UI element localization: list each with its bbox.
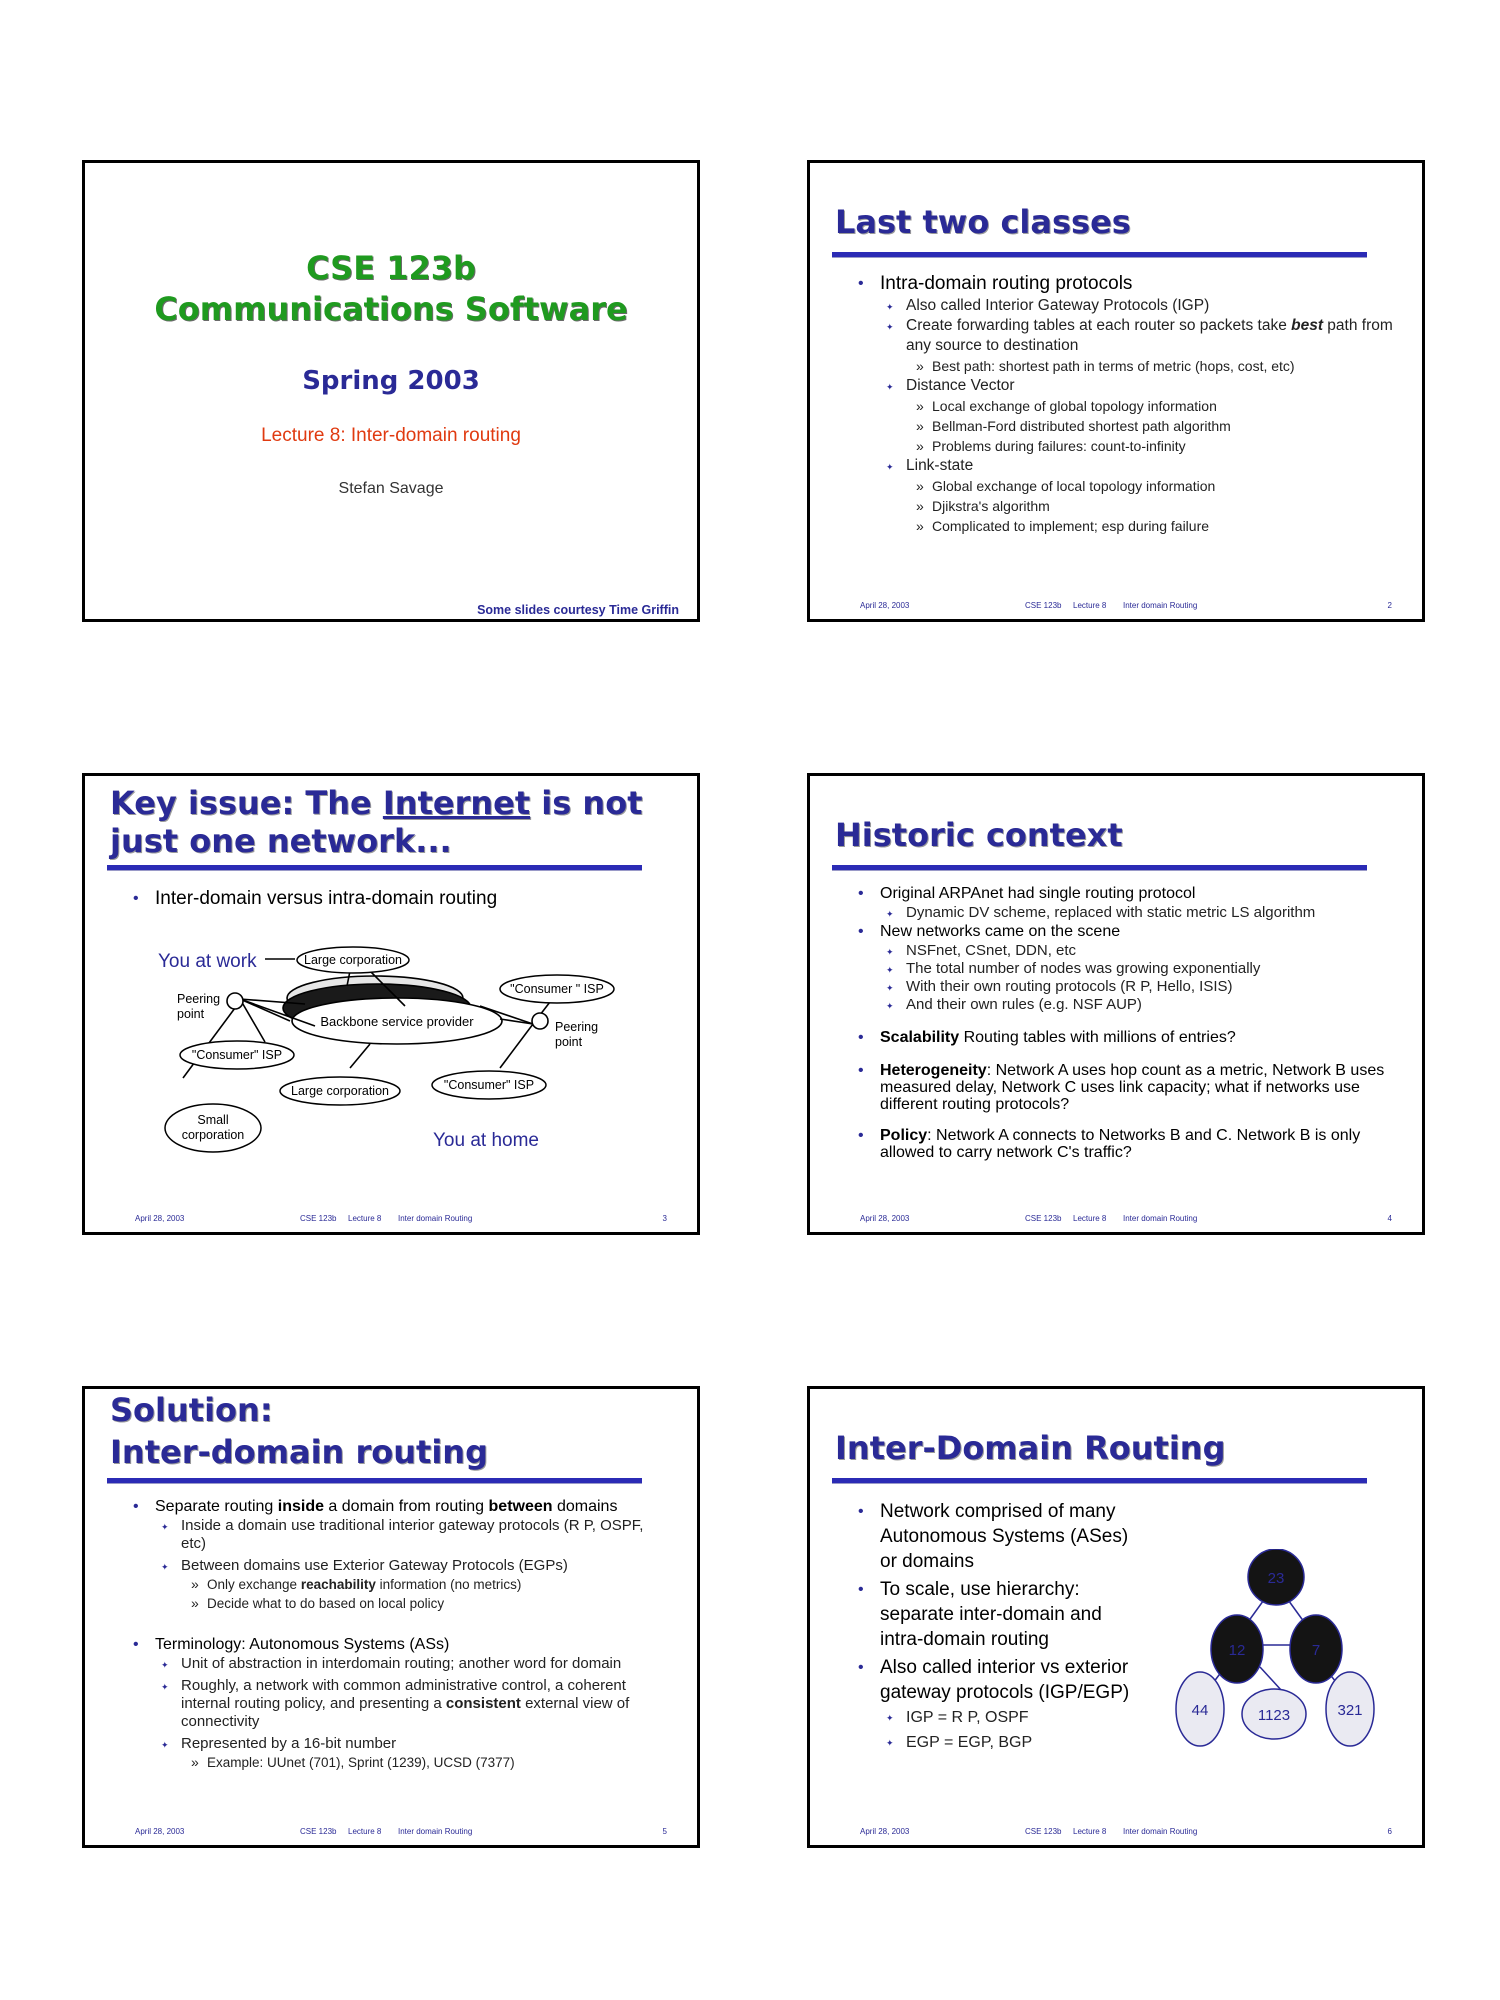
as-node-321: 321 [1337,1702,1363,1719]
title-rule [832,252,1367,258]
slide-title: Key issue: The Internet is not just one network... [110,784,643,860]
title-rule [107,865,642,871]
sub-sub-bullet: » Complicated to implement; esp during failure [858,516,1403,536]
sub-bullet: ✦ With their own routing protocols (R P, Hello, ISIS) [858,978,1388,996]
sub-bullet: ✦ Between domains use Exterior Gateway Protocols (EGPs) [133,1557,663,1575]
sub-bullet: ✦ Roughly, a network with common administrative control, a coherent internal routing policy, and presenting a consistent external view of connectivity [133,1677,663,1731]
bullet: • Original ARPAnet had single routing protocol [858,884,1388,904]
sub-sub-bullet: » Global exchange of local topology information [858,476,1403,496]
bullet: • Network comprised of many Autonomous Systems (ASes) or domains [858,1499,1148,1574]
sub-bullet: ✦ Distance Vector [858,376,1403,396]
sub-bullet: ✦ And their own rules (e.g. NSF AUP) [858,996,1388,1014]
sub-bullet: ✦ Link-state [858,456,1403,476]
bullet: • Terminology: Autonomous Systems (ASs) [133,1635,663,1655]
bullet: • Inter-domain versus intra-domain routing [133,886,678,911]
sub-bullet: ✦ Represented by a 16-bit number [133,1735,663,1753]
slide-content [133,1497,663,1772]
label-small-corp: Small [197,1113,229,1127]
as-node-23: 23 [1267,1570,1285,1587]
as-hierarchy-diagram [1170,1549,1390,1759]
slide-content [133,886,678,911]
label-peering: Peering [177,992,221,1006]
sub-sub-bullet: » Djikstra's algorithm [858,496,1403,516]
label-peering: point [555,1035,583,1049]
course-subtitle: Communications Software [154,290,628,328]
label-you-at-home: You at home [433,1130,539,1151]
author: Stefan Savage [338,480,444,497]
label-large-corp: Large corporation [291,1084,389,1098]
slide-4: Historic context • Original ARPAnet had single routing protocol ✦ Dynamic DV scheme, replaced with static metric LS algorithm • New networks came on the scene ✦ NSFnet, CSnet, DDN, etc ✦ The total number of nodes was growing exponentially ✦ With their own routing protocols (R P, Hello, ISIS) ✦ And their own rules (e.g. NSF AUP) • Scalability Routing tables with millions of entries? • Heterogeneity: Network A uses hop count as a metric, Network B uses measured delay, Network C uses link capacity; what if networks use different routing protocols? • Policy: Network A connects to Networks B and C. Network B is only allowed to carry network C's traffic? April 28, 2003 CSE 123b Lecture 8 Inter domain Routing 4 [807,773,1425,1235]
slide-5: Solution: Inter-domain routing • Separate routing inside a domain from routing between domains ✦ Inside a domain use traditional interior gateway protocols (R P, OSPF, etc) ✦ Between domains use Exterior Gateway Protocols (EGPs) » Only exchange reachability information (no metrics) » Decide what to do based on local policy • Terminology: Autonomous Systems (ASs) ✦ Unit of abstraction in interdomain routing; another word for domain ✦ Roughly, a network with common administrative control, a coherent internal routing policy, and presenting a consistent external view of connectivity ✦ Represented by a 16-bit number » Example: UUnet (701), Sprint (1239), UCSD (7377) April 28, 2003 CSE 123b Lecture 8 Inter domain Routing 5 [82,1386,700,1848]
as-node-44: 44 [1191,1702,1209,1719]
sub-bullet: ✦ EGP = EGP, BGP [858,1730,1148,1755]
bullet: • Heterogeneity: Network A uses hop count as a metric, Network B uses measured delay, Network C uses link capacity; what if networks use different routing protocols? [858,1062,1388,1113]
sub-sub-bullet: » Decide what to do based on local policy [133,1594,663,1613]
slide-title: Solution: Inter-domain routing [110,1391,488,1471]
bullet: • Also called interior vs exterior gateway protocols (IGP/EGP) [858,1655,1148,1705]
sub-sub-bullet: » Local exchange of global topology information [858,396,1403,416]
sub-sub-bullet: » Problems during failures: count-to-infinity [858,436,1403,456]
slide-6: Inter-Domain Routing • Network comprised of many Autonomous Systems (ASes) or domains • To scale, use hierarchy: separate inter-domain and intra-domain routing • Also called interior vs exterior gateway protocols (IGP/EGP) ✦ IGP = R P, OSPF ✦ EGP = EGP, BGP 23 12 7 44 1123 321 April 28, 2003 CSE 123b Lecture 8 Inter domain Routing 6 [807,1386,1425,1848]
label-consumer-isp: "Consumer" ISP [191,1048,283,1062]
as-node-1123: 1123 [1257,1707,1291,1724]
label-backbone: Backbone service provider [320,1014,474,1029]
bullet: • Separate routing inside a domain from routing between domains [133,1497,663,1517]
sub-bullet: ✦ Dynamic DV scheme, replaced with static metric LS algorithm [858,904,1388,922]
label-small-corp: corporation [181,1128,245,1142]
bullet: • Scalability Routing tables with millions of entries? [858,1028,1388,1048]
credit: Some slides courtesy Time Griffin [477,603,679,617]
bullet: • To scale, use hierarchy: separate inter-domain and intra-domain routing [858,1577,1148,1652]
as-node-7: 7 [1311,1642,1321,1659]
label-peering: Peering [555,1020,599,1034]
term: Spring 2003 [302,366,480,396]
as-node-12: 12 [1228,1642,1246,1659]
sub-bullet: ✦ Create forwarding tables at each router so packets take best path from any source to destination [858,316,1403,356]
label-large-corp: Large corporation [304,953,402,967]
label-consumer-isp: "Consumer " ISP [510,982,604,996]
title-rule [107,1478,642,1484]
label-peering: point [177,1007,205,1021]
title-rule [832,865,1367,871]
lecture-title: Lecture 8: Inter-domain routing [261,425,521,446]
sub-bullet: ✦ Also called Interior Gateway Protocols (IGP) [858,296,1403,316]
label-consumer-isp: "Consumer" ISP [443,1078,535,1092]
title-rule [832,1478,1367,1484]
slide-title: Last two classes [835,203,1131,241]
slide-content [858,271,1403,536]
slide-content [858,1499,1148,1755]
sub-sub-bullet: » Example: UUnet (701), Sprint (1239), UCSD (7377) [133,1753,663,1772]
sub-bullet: ✦ Unit of abstraction in interdomain routing; another word for domain [133,1655,663,1673]
bullet: • Policy: Network A connects to Networks B and C. Network B is only allowed to carry network C's traffic? [858,1127,1388,1161]
bullet: • New networks came on the scene [858,922,1388,942]
sub-bullet: ✦ NSFnet, CSnet, DDN, etc [858,942,1388,960]
slide-title: Inter-Domain Routing [835,1429,1226,1467]
slide-content [858,884,1388,1161]
course-title: CSE 123b [306,249,476,287]
sub-sub-bullet: » Bellman-Ford distributed shortest path algorithm [858,416,1403,436]
sub-bullet: ✦ The total number of nodes was growing exponentially [858,960,1388,978]
slide-2: Last two classes • Intra-domain routing protocols ✦ Also called Interior Gateway Protocols (IGP) ✦ Create forwarding tables at each router so packets take best path from any source to destination » Best path: shortest path in terms of metric (hops, cost, etc) ✦ Distance Vector » Local exchange of global topology information » Bellman-Ford distributed shortest path algorithm » Problems during failures: count-to-infinity ✦ Link-state » Global exchange of local topology information » Djikstra's algorithm » Complicated to implement; esp during failure April 28, 2003 CSE 123b Lecture 8 Inter domain Routing 2 [807,160,1425,622]
sub-bullet: ✦ Inside a domain use traditional interior gateway protocols (R P, OSPF, etc) [133,1517,663,1553]
sub-bullet: ✦ IGP = R P, OSPF [858,1705,1148,1730]
sub-sub-bullet: » Best path: shortest path in terms of metric (hops, cost, etc) [858,356,1403,376]
sub-sub-bullet: » Only exchange reachability information (no metrics) [133,1575,663,1594]
slide-3: Key issue: The Internet is not just one network... • Inter-domain versus intra-domain routing You at work You at home Large corporation "Consumer " ISP "Consumer" ISP Large corporation "Consumer" ISP Backbone service provider Peering point Peering point Small corporation April 28, 2003 CSE 123b Lecture 8 Inter domain Routing 3 [82,773,700,1235]
label-you-at-work: You at work [158,951,257,972]
slide-title: Historic context [835,816,1123,854]
internet-diagram [85,946,703,1206]
slide-1 [82,160,700,622]
bullet: • Intra-domain routing protocols [858,271,1403,296]
